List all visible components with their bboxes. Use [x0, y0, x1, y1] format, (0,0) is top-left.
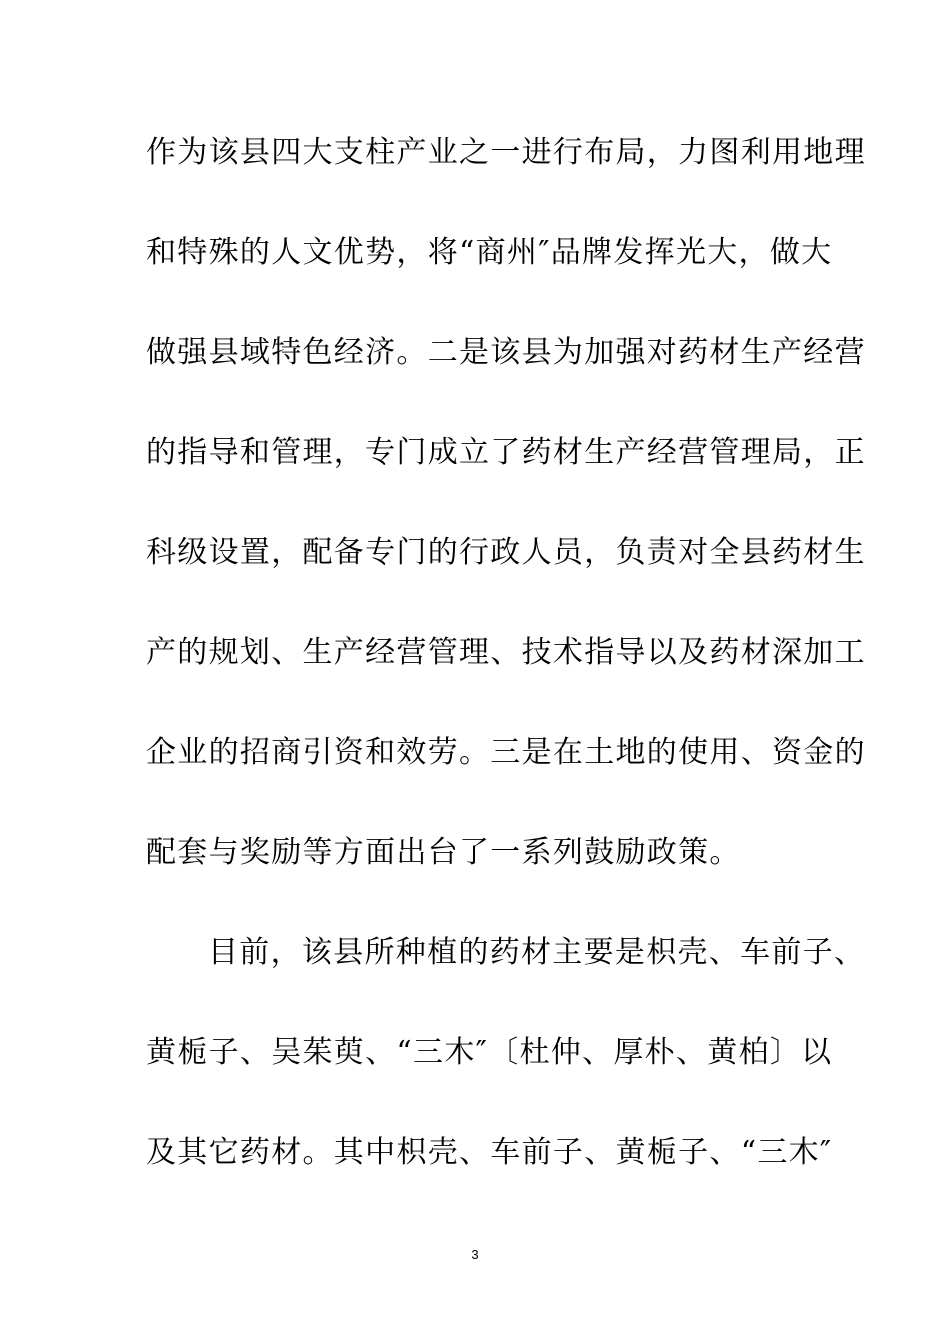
text-line: 企业的招商引资和效劳。三是在土地的使用、资金的	[146, 735, 866, 770]
text-line: 黄栀子、吴茱萸、“三木″〔杜仲、厚朴、黄柏〕以	[146, 1035, 833, 1070]
text-line: 科级设置，配备专门的行政人员，负责对全县药材生	[146, 535, 866, 570]
text-line: 配套与奖励等方面出台了一系列鼓励政策。	[146, 835, 741, 870]
text-line: 产的规划、生产经营管理、技术指导以及药材深加工	[146, 635, 866, 670]
text-line: 的指导和管理，专门成立了药材生产经营管理局，正	[146, 435, 866, 470]
text-line: 做强县域特色经济。二是该县为加强对药材生产经营	[146, 335, 866, 370]
text-line: 及其它药材。其中枳壳、车前子、黄栀子、“三木″	[146, 1135, 833, 1170]
text-line: 和特殊的人文优势，将“商州″品牌发挥光大，做大	[146, 235, 833, 270]
text-line: 作为该县四大支柱产业之一进行布局，力图利用地理	[146, 135, 866, 170]
page-number: 3	[471, 1247, 479, 1262]
paragraph-start-line: 目前，该县所种植的药材主要是枳壳、车前子、	[208, 935, 866, 970]
body-text	[146, 128, 866, 1228]
